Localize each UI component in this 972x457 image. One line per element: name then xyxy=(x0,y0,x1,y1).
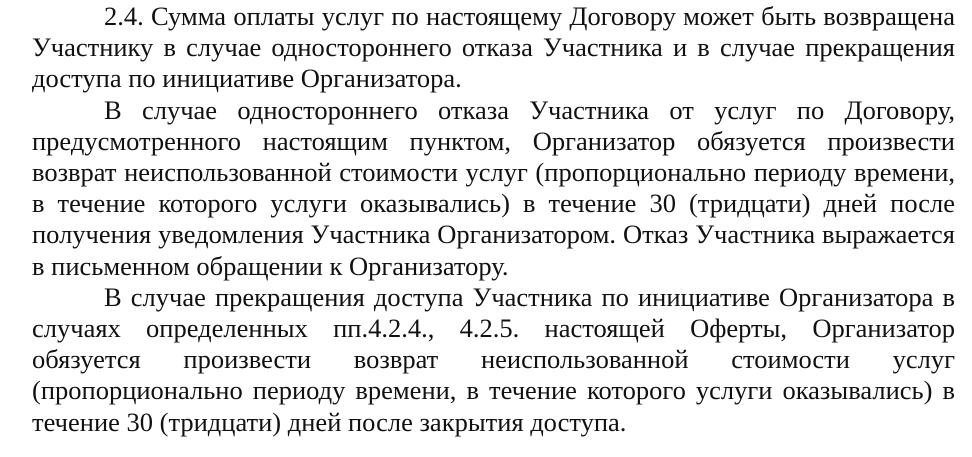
cutoff-line xyxy=(32,447,955,453)
paragraph-refund-on-refusal: В случае одностороннего отказа Участника от услуг по Договору, предусмотренного настоящим пунктом, Организатор обязуется произвести возврат неиспользованной стоимости услуг (пропорционально периоду времени, в течение которого услуги оказывались) в течение 30 (тридцати) дней после получения уведомления Участника Организатором. Отказ Участника выражается в письменном обращении к Организатору. xyxy=(32,94,955,281)
paragraph-2-4: 2.4. Сумма оплаты услуг по настоящему Договору может быть возвращена Участнику в случае одностороннего отказа Участника и в случае прекращения доступа по инициативе Организатора. xyxy=(32,1,955,94)
document-body xyxy=(32,1,955,438)
next-paragraph-cutoff xyxy=(32,447,955,457)
paragraph-refund-on-termination: В случае прекращения доступа Участника по инициативе Организатора в случаях определенных пп.4.2.4., 4.2.5. настоящей Оферты, Организатор обязуется произвести возврат неиспользованной стоимости услуг (пропорционально периоду времени, в течение которого услуги оказывались) в течение 30 (тридцати) дней после закрытия доступа. xyxy=(32,281,955,437)
